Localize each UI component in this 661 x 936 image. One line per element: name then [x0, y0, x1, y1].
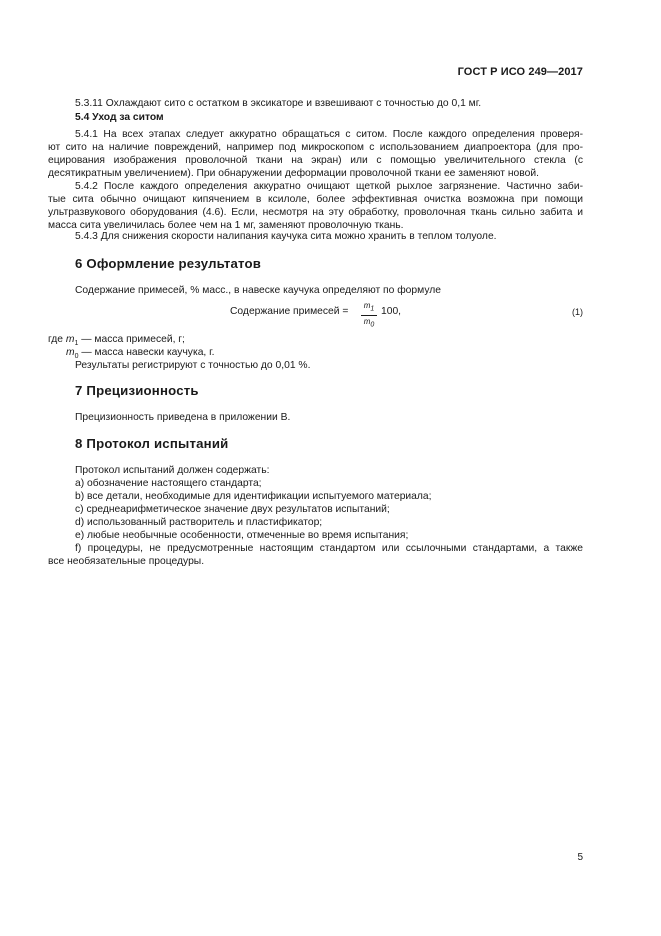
formula-tail: 100, [381, 306, 402, 317]
paragraph-5-4-1-first-line: 5.4.1 На всех этапах следует аккуратно обращаться с ситом. После каждого определения проверя- [75, 129, 583, 140]
list-item-f-first-line: f) процедуры, не предусмотренные настоящим стандартом или ссылочными стандартами, а также [75, 543, 583, 554]
paragraph-5-4-2-first-line: 5.4.2 После каждого определения аккуратно очищают щеткой рыхлое загрязнение. Частично заби- [75, 181, 583, 192]
formula-fraction [361, 300, 377, 330]
paragraph-7: Прецизионность приведена в приложении В. [75, 412, 291, 423]
where-line-2: $m_0$ — масса навески каучука, г. [66, 347, 215, 361]
list-item-c: c) среднеарифметическое значение двух результатов испытаний; [75, 504, 390, 515]
list-item-f-continuation: все необязательные процедуры. [48, 556, 205, 567]
list-item-e: e) любые необычные особенности, отмеченные во время испытания; [75, 530, 409, 541]
page-number: 5 [577, 852, 583, 863]
where-line-1: где $m_1$ — масса примесей, г; [48, 334, 185, 348]
subsection-title-5-4: 5.4 Уход за ситом [75, 112, 164, 123]
formula-numerator: $m_1$ [361, 300, 377, 316]
paragraph-6-intro: Содержание примесей, % масс., в навеске каучука определяют по формуле [75, 285, 441, 296]
list-item-b: b) все детали, необходимые для идентификации испытуемого материала; [75, 491, 432, 502]
paragraph-5-4-3: 5.4.3 Для снижения скорости налипания каучука сита можно хранить в теплом толуоле. [75, 231, 497, 242]
paragraph-5-3-11: 5.3.11 Охлаждают сито с остатком в эксикаторе и взвешивают с точностью до 0,1 мг. [75, 98, 482, 109]
list-item-a: a) обозначение настоящего стандарта; [75, 478, 262, 489]
paragraph-5-4-2-continuation: тые сита обычно очищают кипячением в ксилоле, более эффективная очистка возможна при помощи ультразвукового оборудования (4.6). Если, несмотря на эту обработку, проволочная ткань сильно забита и масса сита увеличилась более чем на 1 мг, заменяют проволочную ткань. [48, 194, 583, 231]
section-heading-6: 6 Оформление результатов [75, 256, 262, 271]
paragraph-8-intro: Протокол испытаний должен содержать: [75, 465, 270, 476]
list-item-d: d) использованный растворитель и пластификатор; [75, 517, 323, 528]
standard-code: ГОСТ Р ИСО 249—2017 [457, 66, 583, 78]
equation-number: (1) [572, 307, 583, 317]
paragraph-5-4-1-continuation: ют сито на наличие повреждений, например под микроскопом с использованием диапроектора (для про-ецирования изображения проволочной ткани на экран) или с помощью увеличительного стекла (с десятикратным увеличением). При обнаружении деформации проволочной ткани ее заменяют новой. [48, 142, 583, 179]
section-heading-7: 7 Прецизионность [75, 383, 199, 398]
formula-denominator: $m_0$ [363, 316, 375, 329]
section-heading-8: 8 Протокол испытаний [75, 436, 229, 451]
paragraph-6-result: Результаты регистрируют с точностью до 0,01 %. [75, 360, 311, 371]
formula-label: Содержание примесей = [230, 306, 349, 317]
